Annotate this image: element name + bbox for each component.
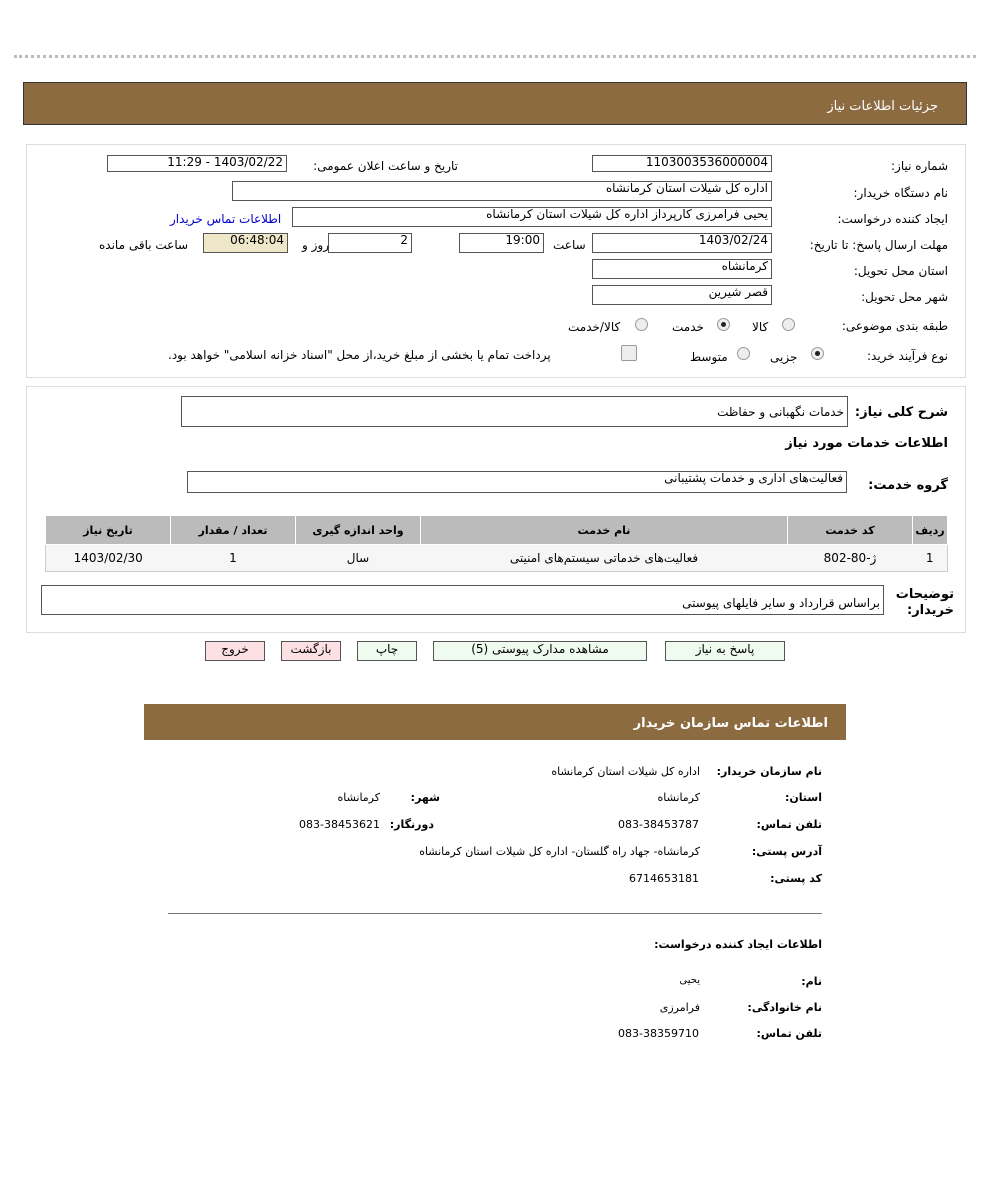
days-field: 2 [328, 233, 412, 253]
city-label: شهر محل تحویل: [861, 290, 948, 304]
buyer-org-label: نام دستگاه خریدار: [853, 186, 948, 200]
table-row [46, 545, 948, 572]
page-header [23, 82, 967, 125]
deadline-date-field: 1403/02/24 [592, 233, 772, 253]
need-number-label: شماره نیاز: [891, 159, 948, 173]
notes-label: توضیحات خریدار: [895, 587, 954, 618]
creator-phone-label: تلفن تماس: [756, 1027, 822, 1040]
buyer-org-field: اداره کل شیلات استان کرمانشاه [232, 181, 772, 201]
cell-code: ژ-80-802 [788, 545, 913, 572]
cell-qty: 1 [171, 545, 296, 572]
contact-province-label: استان: [785, 791, 822, 804]
contact-city: کرمانشاه [337, 791, 380, 804]
notes-field: براساس قرارداد و سایر فایلهای پیوستی [41, 585, 884, 615]
cell-name: فعالیت‌های خدماتی سیستم‌های امنیتی [421, 545, 788, 572]
creator-family-label: نام خانوادگی: [747, 1001, 822, 1014]
contact-phone: 083-38453787 [618, 818, 699, 831]
creator-family: فرامرزی [659, 1001, 700, 1014]
contact-title: اطلاعات تماس سازمان خریدار [633, 716, 828, 731]
province-label: استان محل تحویل: [853, 264, 948, 278]
creator-info-title: اطلاعات ایجاد کننده درخواست: [654, 938, 822, 951]
details-panel [26, 144, 966, 378]
need-number-field: 1103003536000004 [592, 155, 772, 172]
buyer-contact-link[interactable]: اطلاعات تماس خریدار [170, 212, 282, 226]
contact-province: کرمانشاه [657, 791, 700, 804]
process-radio-minor[interactable] [811, 347, 824, 360]
days-label: روز و [302, 238, 329, 252]
page-title: جزئیات اطلاعات نیاز [827, 99, 938, 114]
desc-field: خدمات نگهبانی و حفاظت [181, 396, 848, 427]
col-unit: واحد اندازه گیری [296, 516, 421, 545]
announce-field: 1403/02/22 - 11:29 [107, 155, 287, 172]
contact-postal-label: کد پستی: [770, 872, 822, 885]
contact-org-label: نام سازمان خریدار: [716, 765, 822, 778]
group-field: فعالیت‌های اداری و خدمات پشتیبانی [187, 471, 847, 493]
desc-label: شرح کلی نیاز: [854, 405, 948, 420]
city-field: قصر شیرین [592, 285, 772, 305]
process-radio-medium[interactable] [737, 347, 750, 360]
col-code: کد خدمت [788, 516, 913, 545]
cell-unit: سال [296, 545, 421, 572]
back-button[interactable]: بازگشت [281, 641, 341, 661]
contact-address: کرمانشاه- جهاد راه گلستان- اداره کل شیلات استان کرمانشاه [419, 845, 700, 858]
contact-fax: 083-38453621 [299, 818, 380, 831]
reply-button[interactable]: پاسخ به نیاز [665, 641, 785, 661]
col-date: تاریخ نیاز [46, 516, 171, 545]
top-divider [14, 55, 976, 58]
col-row: ردیف [913, 516, 948, 545]
category-label: طبقه بندی موضوعی: [841, 319, 948, 333]
announce-label: تاریخ و ساعت اعلان عمومی: [313, 159, 458, 173]
exit-button[interactable]: خروج [205, 641, 265, 661]
print-button[interactable]: چاپ [357, 641, 417, 661]
col-name: نام خدمت [421, 516, 788, 545]
cell-row: 1 [913, 545, 948, 572]
creator-name: یحیی [679, 975, 700, 986]
creator-label: ایجاد کننده درخواست: [837, 212, 948, 226]
contact-address-label: آدرس پستی: [751, 845, 822, 858]
remaining-label: ساعت باقی مانده [99, 238, 189, 252]
contact-city-label: شهر: [410, 791, 440, 804]
creator-phone: 083-38359710 [618, 1027, 699, 1040]
treasury-checkbox[interactable] [621, 345, 637, 361]
process-minor-label: جزیی [770, 350, 798, 364]
category-radio-service[interactable] [717, 318, 730, 331]
deadline-time-field: 19:00 [459, 233, 544, 253]
services-title: اطلاعات خدمات مورد نیاز [785, 436, 948, 451]
category-service-label: خدمت [672, 320, 704, 334]
remaining-time-field: 06:48:04 [203, 233, 288, 253]
contact-divider [168, 913, 822, 914]
col-qty: تعداد / مقدار [171, 516, 296, 545]
category-radio-goods[interactable] [782, 318, 795, 331]
category-both-label: کالا/خدمت [568, 320, 621, 334]
time-label: ساعت [553, 238, 586, 252]
creator-name-label: نام: [801, 975, 822, 988]
cell-date: 1403/02/30 [46, 545, 171, 572]
process-medium-label: متوسط [690, 350, 728, 364]
group-label: گروه خدمت: [868, 478, 948, 493]
deadline-label: مهلت ارسال پاسخ: تا تاریخ: [809, 238, 948, 252]
view-docs-button[interactable]: مشاهده مدارک پیوستی (5) [433, 641, 647, 661]
contact-header [144, 704, 846, 740]
category-goods-label: کالا [752, 320, 769, 334]
contact-postal: 6714653181 [629, 872, 699, 885]
contact-phone-label: تلفن تماس: [756, 818, 822, 831]
province-field: کرمانشاه [592, 259, 772, 279]
services-table [45, 515, 948, 572]
creator-field: یحیی فرامرزی کارپرداز اداره کل شیلات استان کرمانشاه [292, 207, 772, 227]
contact-org: اداره کل شیلات استان کرمانشاه [551, 765, 700, 778]
process-label: نوع فرآیند خرید: [867, 349, 948, 363]
contact-fax-label: دورنگار: [389, 818, 434, 831]
category-radio-both[interactable] [635, 318, 648, 331]
payment-note: پرداخت تمام یا بخشی از مبلغ خرید،از محل "اسناد خزانه اسلامی" خواهد بود. [168, 348, 551, 362]
